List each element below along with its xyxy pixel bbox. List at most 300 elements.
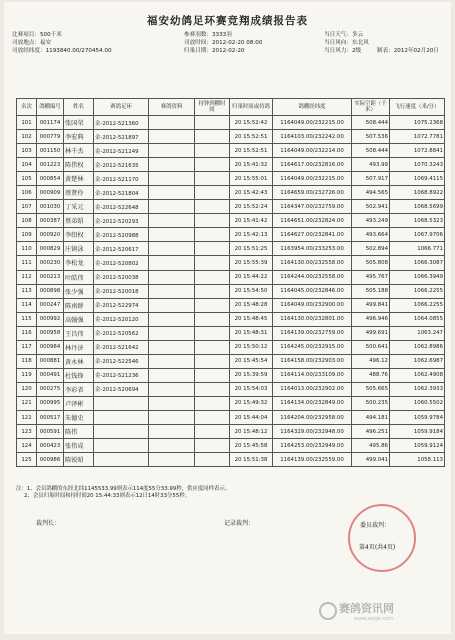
column-header: 赛鸽资料 <box>149 99 195 116</box>
column-header: 名次 <box>17 99 37 116</box>
table-cell: 000829 <box>37 242 64 256</box>
meta-release-time <box>184 40 262 47</box>
table-cell: 黄楚林 <box>64 172 94 186</box>
table-cell: 107 <box>17 200 37 214</box>
table-cell: 金-2012-520018 <box>94 284 149 298</box>
table-cell <box>149 439 195 453</box>
report-sheet <box>4 2 451 634</box>
column-header: 持钟到棚时间 <box>195 99 230 116</box>
table-cell: 1164659.00/232726.00 <box>273 186 352 200</box>
table-cell: 金-2012-520694 <box>94 382 149 396</box>
table-cell: 金-2012-521804 <box>94 186 149 200</box>
table-cell: 488.76 <box>352 368 390 382</box>
table-cell: 496.251 <box>352 425 390 439</box>
table-cell: 金-2012-522546 <box>94 354 149 368</box>
table-cell: 金-2012-521249 <box>94 144 149 158</box>
table-row <box>17 228 445 242</box>
table-cell: 李彩省 <box>64 382 94 396</box>
table-cell <box>195 284 230 298</box>
table-cell <box>149 425 195 439</box>
table-cell: 495.86 <box>352 439 390 453</box>
table-cell: 112 <box>17 270 37 284</box>
release-site-value: 福安 <box>39 40 52 46</box>
table-cell: 000213 <box>37 270 64 284</box>
table-cell: 000230 <box>37 256 64 270</box>
table-cell: 金-2012-521170 <box>94 172 149 186</box>
table-cell <box>149 453 195 467</box>
table-cell: 111 <box>17 256 37 270</box>
table-cell: 500.641 <box>352 340 390 354</box>
table-cell <box>149 256 195 270</box>
table-cell: 20 15:52:51 <box>230 144 273 158</box>
table-cell: 114 <box>17 298 37 312</box>
table-cell: 507.536 <box>352 130 390 144</box>
table-cell: 1062.8986 <box>390 340 445 354</box>
table-row <box>17 242 445 256</box>
table-cell: 卢泽彬 <box>64 396 94 410</box>
table-cell: 110 <box>17 242 37 256</box>
table-cell <box>149 270 195 284</box>
table-cell: 495.767 <box>352 270 390 284</box>
table-cell: 000986 <box>37 453 64 467</box>
table-cell: 1164617.00/232816.00 <box>273 158 352 172</box>
table-cell: 1066.2255 <box>390 298 445 312</box>
table-cell: 1164627.00/232841.00 <box>273 228 352 242</box>
table-row <box>17 368 445 382</box>
table-cell <box>149 368 195 382</box>
table-cell <box>149 284 195 298</box>
table-cell: 499.041 <box>352 453 390 467</box>
table-cell: 1164158.00/232903.00 <box>273 354 352 368</box>
table-cell <box>195 144 230 158</box>
table-header-row <box>17 99 445 116</box>
table-cell: 122 <box>17 410 37 424</box>
table-cell <box>149 382 195 396</box>
table-cell: 124 <box>17 439 37 453</box>
table-cell: 20 15:42:43 <box>230 186 273 200</box>
table-row <box>17 396 445 410</box>
table-cell: 508.444 <box>352 144 390 158</box>
table-cell <box>195 214 230 228</box>
table-cell: 000992 <box>37 312 64 326</box>
table-cell <box>149 214 195 228</box>
table-cell: 金-2012-520120 <box>94 312 149 326</box>
table-cell: 1164049.00/232900.00 <box>273 298 352 312</box>
table-cell: 505.665 <box>352 382 390 396</box>
table-cell <box>195 186 230 200</box>
table-cell <box>195 242 230 256</box>
table-cell: 1075.2368 <box>390 116 445 130</box>
table-cell: 金-2012-520617 <box>94 242 149 256</box>
table-cell <box>149 186 195 200</box>
table-cell: 1164103.00/232242.00 <box>273 130 352 144</box>
table-cell: 1164329.00/232948.00 <box>273 425 352 439</box>
arrival-date-value: 2012-02-20 <box>211 48 245 54</box>
note-2: 2、会员归巢时间和持时间20 15:44:33则表示12日14时33分55秒。 <box>24 493 191 499</box>
table-row <box>17 284 445 298</box>
report-title: 福安幼鸽足环赛竞翔成绩报告表 <box>147 15 308 27</box>
table-cell: 20 15:51:25 <box>230 242 273 256</box>
table-cell <box>149 158 195 172</box>
table-cell <box>195 368 230 382</box>
table-cell: 000881 <box>37 354 64 368</box>
referee-label: 裁判长： <box>36 520 61 527</box>
table-row <box>17 186 445 200</box>
table-cell <box>195 270 230 284</box>
meta-birds <box>184 32 232 39</box>
table-cell: 1060.5502 <box>390 396 445 410</box>
table-cell: 李宏典 <box>64 130 94 144</box>
table-cell: 1164139.00/232559.00 <box>273 453 352 467</box>
table-cell: 500.235 <box>352 396 390 410</box>
table-cell: 115 <box>17 312 37 326</box>
table-cell: 001150 <box>37 144 64 158</box>
table-cell: 1163954.00/233253.00 <box>273 242 352 256</box>
table-cell: 000591 <box>37 425 64 439</box>
note-1: 注：1、会员鸽棚的东经北纬1145533.99则表示114度55分33.99秒，供应度同样表示。 <box>16 486 231 492</box>
table-cell: 20 15:48:45 <box>230 312 273 326</box>
table-cell: 20 15:48:31 <box>230 326 273 340</box>
table-cell: 000387 <box>37 214 64 228</box>
table-cell: 陈锐昭 <box>64 453 94 467</box>
table-cell: 张国荣 <box>64 116 94 130</box>
table-cell: 505.188 <box>352 284 390 298</box>
table-cell: 20 15:52:51 <box>230 130 273 144</box>
table-cell: 1067.9706 <box>390 228 445 242</box>
table-row <box>17 172 445 186</box>
table-cell: 502.941 <box>352 200 390 214</box>
table-cell <box>149 312 195 326</box>
table-cell: 001174 <box>37 116 64 130</box>
table-row <box>17 116 445 130</box>
table-cell: 黄永林 <box>64 354 94 368</box>
table-row <box>17 354 445 368</box>
table-cell: 蔡贤伶 <box>64 186 94 200</box>
table-cell: 000517 <box>37 410 64 424</box>
table-cell: 493.99 <box>352 158 390 172</box>
table-cell: 000779 <box>37 130 64 144</box>
table-cell <box>195 340 230 354</box>
table-cell <box>195 298 230 312</box>
table-cell: 林丹济 <box>64 340 94 354</box>
table-cell: 493.664 <box>352 228 390 242</box>
committee-label: 委员裁判： <box>360 522 391 529</box>
watermark-name: 赛鸽资讯网 <box>339 602 394 615</box>
table-cell: 000898 <box>37 284 64 298</box>
table-cell: 金-2012-520802 <box>94 256 149 270</box>
table-cell: 1164347.00/232759.00 <box>273 200 352 214</box>
table-row <box>17 144 445 158</box>
table-cell <box>195 439 230 453</box>
release-time-label: 司放时间： <box>184 40 212 46</box>
table-cell: 1059.9124 <box>390 439 445 453</box>
table-cell: 106 <box>17 186 37 200</box>
table-cell: 陈伟 <box>64 425 94 439</box>
made-label: 制表： <box>376 48 394 54</box>
table-cell <box>195 228 230 242</box>
column-header: 鸽棚编号 <box>37 99 64 116</box>
table-cell: 1066.3087 <box>390 256 445 270</box>
table-cell: 王昌伟 <box>64 326 94 340</box>
wind-dir-value: 东北风 <box>351 40 369 46</box>
wind-force-label: 当日风力： <box>324 48 352 54</box>
table-cell <box>94 453 149 467</box>
table-cell: 1059.9184 <box>390 425 445 439</box>
table-cell: 李绍权 <box>64 228 94 242</box>
column-header: 赛鸽足环 <box>94 99 149 116</box>
coords-value: 1193840.00/270454.00 <box>45 48 112 54</box>
table-cell: 1059.9784 <box>390 410 445 424</box>
table-cell: 丁采元 <box>64 200 94 214</box>
table-cell <box>149 326 195 340</box>
table-cell <box>195 354 230 368</box>
table-cell: 000920 <box>37 228 64 242</box>
meta-wind-dir <box>324 40 369 47</box>
table-cell: 1164049.00/232214.00 <box>273 144 352 158</box>
table-cell: 109 <box>17 228 37 242</box>
table-cell: 000909 <box>37 186 64 200</box>
meta-release-site <box>12 40 51 47</box>
birds-label: 参赛羽数： <box>184 32 212 38</box>
table-cell: 金-2012-520038 <box>94 270 149 284</box>
table-cell: 101 <box>17 116 37 130</box>
table-cell: 105 <box>17 172 37 186</box>
table-cell: 金-2012-521236 <box>94 368 149 382</box>
table-cell: 1066.2255 <box>390 284 445 298</box>
table-row <box>17 439 445 453</box>
table-cell: 119 <box>17 368 37 382</box>
table-cell: 1164049.00/232215.00 <box>273 172 352 186</box>
table-row <box>17 326 445 340</box>
table-cell: 20 15:55:01 <box>230 172 273 186</box>
table-cell: 000995 <box>37 396 64 410</box>
table-cell: 金-2012-521642 <box>94 340 149 354</box>
table-cell: 121 <box>17 396 37 410</box>
watermark-logo-icon <box>319 602 337 620</box>
table-cell: 蔡弟昭 <box>64 214 94 228</box>
table-cell: 000984 <box>37 340 64 354</box>
table-cell: 1164651.00/232824.00 <box>273 214 352 228</box>
table-cell: 1164139.00/232759.00 <box>273 326 352 340</box>
table-cell: 张伟成 <box>64 439 94 453</box>
table-row <box>17 410 445 424</box>
column-header: 实际空距（千米） <box>352 99 390 116</box>
table-cell: 20 15:44:22 <box>230 270 273 284</box>
table-cell <box>149 144 195 158</box>
column-header: 姓名 <box>64 99 94 116</box>
table-cell: 108 <box>17 214 37 228</box>
meta-wind-force <box>324 48 439 55</box>
table-cell: 林千杰 <box>64 144 94 158</box>
table-cell <box>149 298 195 312</box>
table-cell: 1072.7781 <box>390 130 445 144</box>
table-cell: 496.946 <box>352 312 390 326</box>
table-cell: 1068.5323 <box>390 214 445 228</box>
race-label: 比赛项目： <box>12 32 40 38</box>
weather-value: 多云 <box>351 32 364 38</box>
table-cell: 20 15:48:28 <box>230 298 273 312</box>
table-row <box>17 340 445 354</box>
table-cell: 陈伟权 <box>64 158 94 172</box>
table-cell: 507.917 <box>352 172 390 186</box>
table-cell: 494.181 <box>352 410 390 424</box>
table-cell: 1164134.00/232849.00 <box>273 396 352 410</box>
table-cell: 张少强 <box>64 284 94 298</box>
table-cell: 001223 <box>37 158 64 172</box>
table-cell: 20 15:44:04 <box>230 410 273 424</box>
table-cell <box>195 410 230 424</box>
table-cell: 庄镇泳 <box>64 242 94 256</box>
table-cell: 000247 <box>37 298 64 312</box>
results-table <box>16 98 445 467</box>
table-cell <box>94 396 149 410</box>
table-cell: 1164130.00/232801.00 <box>273 312 352 326</box>
table-cell <box>195 200 230 214</box>
table-cell: 高翰强 <box>64 312 94 326</box>
column-header: 归巢时间或持鸽 <box>230 99 273 116</box>
table-cell: 20 15:52:42 <box>230 116 273 130</box>
table-cell: 朱德史 <box>64 410 94 424</box>
table-cell <box>94 425 149 439</box>
table-cell: 金-2012-521897 <box>94 130 149 144</box>
birds-value: 3333羽 <box>211 32 232 38</box>
table-cell: 1058.113 <box>390 453 445 467</box>
table-cell: 508.444 <box>352 116 390 130</box>
table-cell: 113 <box>17 284 37 298</box>
table-cell: 1068.5699 <box>390 200 445 214</box>
table-row <box>17 158 445 172</box>
table-cell: 20 15:52:24 <box>230 200 273 214</box>
table-cell: 505.808 <box>352 256 390 270</box>
table-cell: 116 <box>17 326 37 340</box>
table-cell: 20 15:41:42 <box>230 214 273 228</box>
table-cell: 20 15:48:12 <box>230 425 273 439</box>
wind-dir-label: 当日风向： <box>324 40 352 46</box>
table-cell <box>195 158 230 172</box>
table-cell: 1164204.00/232958.00 <box>273 410 352 424</box>
table-cell: 1164045.00/232846.00 <box>273 284 352 298</box>
table-cell: 1164049.00/232215.00 <box>273 116 352 130</box>
meta-weather <box>324 32 363 39</box>
race-value: 500千米 <box>39 32 62 38</box>
table-cell: 494.565 <box>352 186 390 200</box>
official-seal-stamp <box>348 504 416 572</box>
table-cell: 陈南群 <box>64 298 94 312</box>
table-cell: 499.691 <box>352 326 390 340</box>
table-cell: 000958 <box>37 326 64 340</box>
table-cell: 000491 <box>37 368 64 382</box>
table-cell <box>195 130 230 144</box>
table-cell: 1062.6987 <box>390 354 445 368</box>
table-cell: 20 15:50:12 <box>230 340 273 354</box>
table-cell: 1066.771 <box>390 242 445 256</box>
table-cell: 1164245.00/232915.00 <box>273 340 352 354</box>
table-cell <box>149 354 195 368</box>
table-cell <box>195 312 230 326</box>
table-cell: 杜钱锋 <box>64 368 94 382</box>
table-cell: 499.841 <box>352 298 390 312</box>
table-cell: 1072.8841 <box>390 144 445 158</box>
table-row <box>17 382 445 396</box>
table-cell: 118 <box>17 354 37 368</box>
table-cell: 20 15:49:32 <box>230 396 273 410</box>
table-cell <box>195 256 230 270</box>
table-cell: 000423 <box>37 439 64 453</box>
table-cell: 496.12 <box>352 354 390 368</box>
coords-label: 司放经纬度： <box>12 48 46 54</box>
table-cell: 1164013.00/232902.00 <box>273 382 352 396</box>
table-row <box>17 256 445 270</box>
table-row <box>17 270 445 284</box>
table-cell: 金-2012-520562 <box>94 326 149 340</box>
table-cell: 502.894 <box>352 242 390 256</box>
table-cell: 1070.3243 <box>390 158 445 172</box>
table-cell <box>195 382 230 396</box>
table-cell: 117 <box>17 340 37 354</box>
table-cell: 20 15:54:50 <box>230 284 273 298</box>
table-cell: 103 <box>17 144 37 158</box>
table-cell <box>94 410 149 424</box>
table-row <box>17 312 445 326</box>
table-cell: 1062.4908 <box>390 368 445 382</box>
table-cell: 1164253.00/232949.00 <box>273 439 352 453</box>
table-cell: 493.249 <box>352 214 390 228</box>
table-cell: 1063.247 <box>390 326 445 340</box>
table-cell <box>149 396 195 410</box>
table-cell: 20 15:42:13 <box>230 228 273 242</box>
table-row <box>17 453 445 467</box>
table-cell <box>149 130 195 144</box>
table-cell: 20 15:45:58 <box>230 439 273 453</box>
table-row <box>17 200 445 214</box>
table-cell: 20 15:54:03 <box>230 382 273 396</box>
watermark-url: www.saige.com <box>354 616 393 622</box>
table-cell: 1068.8922 <box>390 186 445 200</box>
table-cell: 1164130.00/232558.00 <box>273 256 352 270</box>
arrival-date-label: 归巢日期： <box>184 48 212 54</box>
table-cell: 1164244.00/232558.00 <box>273 270 352 284</box>
table-cell <box>149 228 195 242</box>
meta-arrival-date <box>184 48 245 55</box>
table-cell <box>149 172 195 186</box>
table-row <box>17 214 445 228</box>
table-cell <box>149 116 195 130</box>
table-cell <box>195 396 230 410</box>
table-cell: 李松龙 <box>64 256 94 270</box>
table-cell: 123 <box>17 425 37 439</box>
column-header: 飞行速度（米/分） <box>390 99 445 116</box>
table-cell: 1164114.00/233109.00 <box>273 368 352 382</box>
table-cell: 金-2012-520293 <box>94 214 149 228</box>
table-cell: 叶皓伟 <box>64 270 94 284</box>
meta-row-1 <box>12 32 62 39</box>
table-cell: 20 15:39:59 <box>230 368 273 382</box>
table-cell: 金-2012-520988 <box>94 228 149 242</box>
table-cell: 120 <box>17 382 37 396</box>
table-cell: 1069.4115 <box>390 172 445 186</box>
table-cell <box>149 410 195 424</box>
table-cell <box>195 425 230 439</box>
table-cell <box>195 172 230 186</box>
table-cell: 金-2012-522648 <box>94 200 149 214</box>
table-cell: 1062.3933 <box>390 382 445 396</box>
table-cell <box>149 242 195 256</box>
table-cell <box>149 340 195 354</box>
table-cell: 金-2012-521360 <box>94 116 149 130</box>
table-cell <box>149 200 195 214</box>
table-cell: 125 <box>17 453 37 467</box>
table-cell: 102 <box>17 130 37 144</box>
